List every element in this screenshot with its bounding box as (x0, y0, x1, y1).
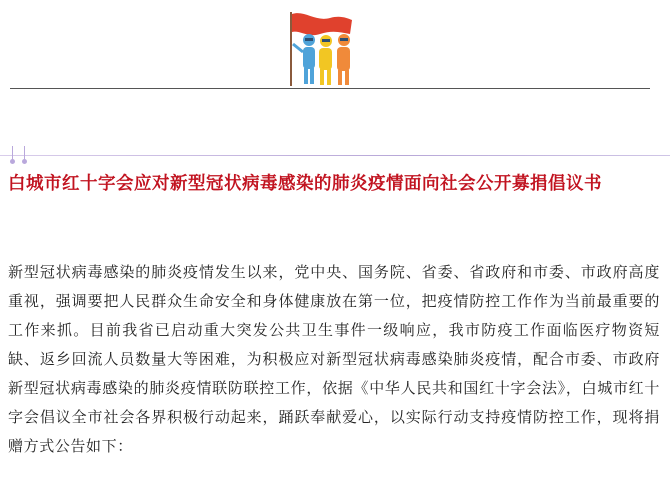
pin-icon (10, 146, 16, 166)
pin-icon (22, 146, 28, 166)
article-body: 新型冠状病毒感染的肺炎疫情发生以来，党中央、国务院、省委、省政府和市委、市政府高度重视，强调要把人民群众生命安全和身体健康放在第一位，把疫情防控工作作为当前最重要的工作来抓。目前我省已启动重大突发公共卫生事件一级响应，我市防疫工作面临医疗物资短缺、返乡回流人员数量大等困难，为积极应对新型冠状病毒感染肺炎疫情，配合市委、市政府新型冠状病毒感染的肺炎疫情联防联控工作，依据《中华人民共和国红十字会法》，白城市红十字会倡议全市社会各界积极行动起来，踊跃奉献爱心，以实际行动支持疫情防控工作，现将捐赠方式公告如下： (8, 263, 660, 455)
header-banner (0, 0, 670, 100)
medical-workers-flag-icon (0, 0, 670, 100)
article-title: 白城市红十字会应对新型冠状病毒感染的肺炎疫情面向社会公开募捐倡议书 (8, 174, 602, 194)
header-divider (10, 88, 650, 89)
section-divider (0, 155, 670, 156)
